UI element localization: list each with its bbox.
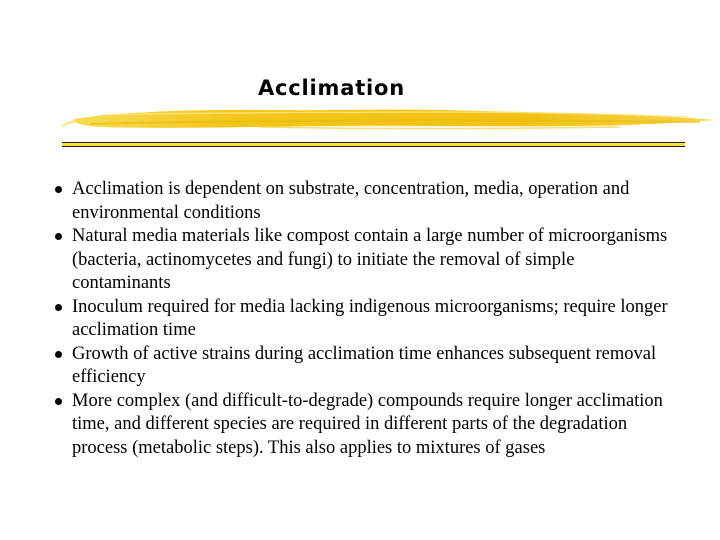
bullet-item bbox=[55, 178, 675, 225]
title-underline bbox=[62, 142, 685, 147]
bullet-item bbox=[55, 296, 675, 343]
bullet-text: Growth of active strains during acclimation time enhances subsequent removal efficiency bbox=[72, 343, 657, 387]
bullet-item bbox=[55, 225, 675, 296]
slide-title: Acclimation bbox=[258, 76, 406, 100]
bullet-icon bbox=[55, 186, 62, 193]
bullet-text: Inoculum required for media lacking indigenous microorganisms; require longer acclimation time bbox=[72, 296, 668, 340]
bullet-item bbox=[55, 390, 675, 461]
bullet-list bbox=[55, 178, 675, 460]
bullet-text: More complex (and difficult-to-degrade) compounds require longer acclimation time, and different species are required in different parts of the degradation process (metabolic steps). This also applies to mixtures of gases bbox=[72, 390, 663, 458]
bullet-icon bbox=[55, 304, 62, 311]
bullet-text: Natural media materials like compost contain a large number of microorganisms (bacteria, actinomycetes and fungi) to initiate the removal of simple contaminants bbox=[72, 226, 668, 293]
bullet-icon bbox=[55, 233, 62, 240]
yellow-brush-stroke bbox=[60, 100, 720, 140]
bullet-icon bbox=[55, 398, 62, 405]
bullet-item bbox=[55, 343, 675, 390]
bullet-icon bbox=[55, 351, 62, 358]
bullet-text: Acclimation is dependent on substrate, concentration, media, operation and environmental conditions bbox=[72, 179, 630, 223]
